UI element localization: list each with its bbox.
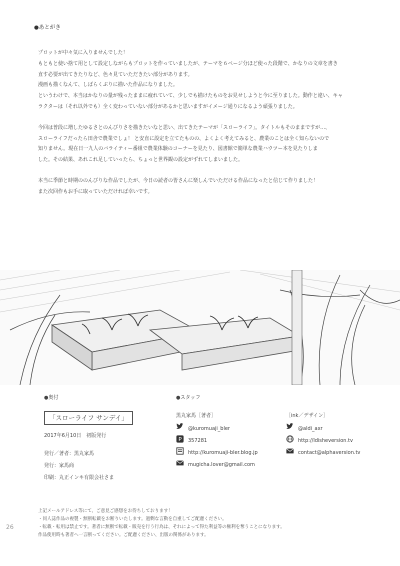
svg-text:P: P [178, 437, 182, 443]
staff-author-contacts [176, 423, 286, 471]
note-line: 上記メールアドレス等にて、ご意見ご感想をお待ちしております！ [38, 509, 173, 514]
mail-icon [286, 447, 294, 459]
twitter-icon [286, 423, 294, 435]
staff-contact-row [286, 423, 396, 435]
afterword-paragraph [34, 123, 370, 166]
publish-date: 2017年6月10日 初版発行 [44, 433, 107, 439]
note-line: ・同人誌作品の複製・無断転載をお断りいたします。過剰な言動を自重してご配慮ください。 [38, 517, 227, 522]
afterword-section [34, 24, 370, 208]
staff-contact-text: 357281 [188, 438, 208, 444]
pixiv-icon [176, 435, 184, 447]
twitter-icon [176, 423, 184, 435]
web-icon [286, 435, 294, 447]
note-line: ・転載・転用は禁止です。著者に無断で転載・販売を行う行為は、それによって得た利益等の権利を奪うことになります。 [38, 525, 285, 530]
staff-contact-text: mugicha.lover@gmail.com [188, 462, 255, 468]
staff-contact-text: contact@alphaversion.tv [298, 450, 361, 456]
page-number: 26 [6, 524, 14, 531]
staff-contact-row [176, 435, 286, 447]
afterword-line: また次回作もお手に取っていただければ幸いです。 [38, 188, 153, 195]
staff-contact-row [176, 447, 286, 459]
afterword-line: もともと使い捨て用として設定しながらもプロットを作っていましたが、テーマを６ページ分ほど使った段階で、かなりの文章を書き [38, 60, 338, 67]
afterword-line: 漫画も描くなんて、しばらくぶりに描いた作品になりました。 [38, 82, 178, 89]
staff-contact-text: @aldi_axr [298, 426, 323, 432]
staff-contact-row [286, 447, 396, 459]
mail-icon [176, 459, 184, 471]
staff-contact-row [286, 435, 396, 447]
copyright-notes [38, 508, 378, 540]
staff-contact-row [176, 459, 286, 471]
colophon-line: 発行／著者：黒丸家馬 [44, 451, 95, 457]
afterword-line: スローライフだったら田舎で農業でしょ！ と安直に設定を立てたものの、よくよく考えてみると、農業のことは全く知らないので [38, 135, 330, 142]
staff-author-title: 黒丸家馬［著者］ [176, 413, 217, 419]
afterword-line: 本当に季節と時期ののんびりな作品でしたが、今日の読者の皆さんに楽しんでいただける作品になったと信じて作りました！ [38, 177, 319, 184]
afterword-line: 知りません。現在日一九人のバライティー番組で農業体験のコーナーを見たり、図書館で簡単な農業ハウツー本を見たりしま [38, 146, 318, 153]
book-title: 「スローライフ サンデイ」 [44, 411, 133, 425]
colophon-heading: ●奥付 [44, 395, 59, 401]
staff-design-contacts [286, 423, 396, 459]
greenhouse-illustration [0, 270, 400, 385]
staff-contact-text: http://ldisheversion.tv [298, 438, 353, 444]
staff-contact-row [176, 423, 286, 435]
afterword-line: というわけで、本当はかなりの量が残ったままに疲れていて、少しでも描けたものをお見せしようと今に至りました。動作と違い、キャ [38, 93, 343, 100]
afterword-line: ラクターは（それ以外でも）全く変わっていない部分があるかと思いますがイメージ通りになるよう頑張りました。 [38, 103, 298, 110]
colophon-lines [44, 449, 164, 483]
staff-design-section [286, 411, 396, 459]
staff-contact-text: @kuromuaji_bler [188, 426, 230, 432]
afterword-line: した。その結果、あれこれ足していったら、ちょっと世界観の設定がずれてしまいました。 [38, 157, 244, 164]
afterword-line: プロットが中々気に入りませんでした！ [38, 50, 128, 56]
afterword-line: 今回は普段に増したゆるさとのんびりさを描きたいなと思い、出てきたテーマが「スローライフ」。タイトルもそのままですが…、 [38, 124, 331, 131]
afterword-heading: ●あとがき [34, 25, 61, 31]
afterword-body [34, 48, 370, 198]
staff-section [176, 393, 286, 471]
afterword-paragraph [34, 176, 370, 198]
staff-contact-text: http://kuromuaji-bler.blog.jp [188, 450, 258, 456]
staff-heading: ●スタッフ [176, 395, 201, 401]
colophon-line: 発行：家馬商 [44, 463, 75, 469]
colophon-line: 印刷：丸正インキ有限会社さま [44, 475, 115, 481]
note-line: 作品使用時も著者へ一言断ってください。ご配慮ください、出版の関係があります。 [38, 533, 209, 538]
afterword-paragraph [34, 48, 370, 113]
colophon-section [44, 393, 164, 485]
staff-design-title: ［ink／デザイン］ [286, 413, 329, 419]
blog-icon [176, 447, 184, 459]
afterword-line: 直す必要が出てきたりなど、色々見ていただきたい部分があります。 [38, 71, 193, 78]
